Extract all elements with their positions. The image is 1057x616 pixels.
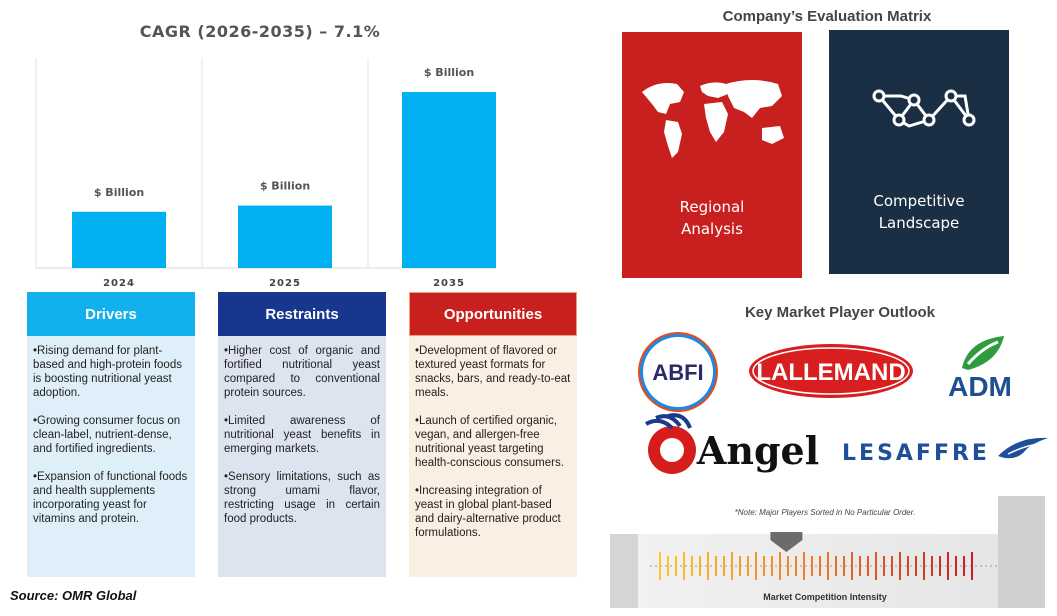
- opportunities-heading: Opportunities: [409, 292, 577, 336]
- regional-line-2: Analysis: [681, 220, 743, 238]
- intensity-tick: [827, 552, 829, 580]
- chart-x-ticks: [103, 278, 465, 289]
- intensity-tick: [723, 556, 725, 576]
- bar-data-label: $ Billion: [423, 66, 475, 79]
- intensity-tick: [907, 556, 909, 576]
- bar-data-label: $ Billion: [93, 185, 145, 199]
- intensity-tick: [707, 552, 709, 580]
- network-nodes-icon: [829, 78, 1009, 158]
- intensity-tick: [731, 552, 733, 580]
- intensity-tick: [747, 556, 749, 576]
- opportunities-item: •Development of flavored or textured yeast formats for snacks, bars, and ready-to-eat meals.: [415, 345, 571, 399]
- competitive-line-1: Competitive: [873, 192, 965, 210]
- intensity-tick: [779, 552, 781, 580]
- intensity-tick: [947, 552, 949, 580]
- intensity-tick: [755, 552, 757, 580]
- intensity-tick: [891, 556, 893, 576]
- angel-logo: [640, 412, 820, 484]
- intensity-tick: [659, 552, 661, 580]
- drivers-item: •Expansion of functional foods and health supplements incorporating yeast for vitamins and protein.: [33, 471, 188, 525]
- competitive-landscape-tile[interactable]: [829, 30, 1009, 274]
- intensity-tick: [683, 552, 685, 580]
- intensity-tick: [787, 556, 789, 576]
- intensity-tick: [819, 556, 821, 576]
- intensity-tick: [739, 556, 741, 576]
- intensity-tick: [699, 556, 701, 576]
- opportunities-item: •Launch of certified organic, vegan, and allergen-free nutritional yeast targeting health-conscious consumers.: [415, 415, 564, 469]
- intensity-tick: [859, 556, 861, 576]
- restraints-item: •Higher cost of organic and fortified nutritional yeast compared to conventional protein sources.: [224, 345, 380, 399]
- intensity-tick: [675, 556, 677, 576]
- bar-2024: [72, 212, 166, 268]
- intensity-tick: [931, 556, 933, 576]
- competitive-line-2: Landscape: [878, 214, 960, 232]
- intensity-tick: [691, 556, 693, 576]
- x-tick-label: 2024: [103, 278, 135, 289]
- source-note: Source: OMR Global: [10, 588, 137, 603]
- intensity-tick: [667, 556, 669, 576]
- players-title: Key Market Player Outlook: [744, 304, 936, 321]
- opportunities-list: [409, 336, 577, 577]
- restraints-item: •Sensory limitations, such as strong umami flavor, restricting usage in certain food products.: [224, 471, 380, 525]
- intensity-tick: [763, 556, 765, 576]
- intensity-tick: [835, 556, 837, 576]
- bar-2035: [402, 92, 496, 268]
- abfi-logo-text: ABFI: [652, 360, 704, 385]
- angel-logo-text: Angel: [696, 428, 820, 473]
- intensity-tick: [971, 552, 973, 580]
- restraints-panel: [218, 292, 386, 577]
- restraints-list: [218, 336, 386, 577]
- intensity-label: Market Competition Intensity: [763, 592, 887, 602]
- matrix-title: Company’s Evaluation Matrix: [722, 8, 932, 25]
- intensity-tick: [851, 552, 853, 580]
- abfi-logo: [636, 330, 720, 414]
- intensity-tick: [771, 556, 773, 576]
- regional-analysis-label: [622, 196, 802, 240]
- intensity-tick: [875, 552, 877, 580]
- world-map-icon: [622, 62, 802, 182]
- adm-logo-text: ADM: [948, 371, 1012, 402]
- intensity-tick: [955, 556, 957, 576]
- intensity-tick: [811, 556, 813, 576]
- intensity-tick: [883, 556, 885, 576]
- x-tick-label: 2025: [269, 278, 301, 289]
- adm-logo: [934, 332, 1030, 402]
- drivers-heading: Drivers: [27, 292, 195, 336]
- regional-line-1: Regional: [679, 198, 745, 216]
- drivers-item: •Growing consumer focus on clean-label, nutrient-dense, and fortified ingredients.: [33, 415, 181, 455]
- lesaffre-logo-text: LESAFFRE: [842, 441, 990, 466]
- intensity-tick: [867, 556, 869, 576]
- intensity-tick: [899, 552, 901, 580]
- bar-chart: [0, 0, 500, 290]
- intensity-tick: [915, 556, 917, 576]
- lallemand-logo: [748, 343, 914, 399]
- intensity-note: *Note: Major Players Sorted in No Particular Order.: [734, 508, 916, 517]
- chart-title: CAGR (2026-2035) – 7.1%: [139, 22, 381, 41]
- restraints-heading: Restraints: [218, 292, 386, 336]
- intensity-tick: [923, 552, 925, 580]
- bar-data-label: $ Billion: [259, 179, 311, 193]
- opportunities-item: •Increasing integration of yeast in global plant-based and dairy-alternative product formulations.: [415, 485, 561, 539]
- intensity-tick: [795, 556, 797, 576]
- lesaffre-logo: [838, 432, 1050, 468]
- x-tick-label: 2035: [433, 278, 465, 289]
- intensity-tick: [843, 556, 845, 576]
- restraints-item: •Limited awareness of nutritional yeast benefits in emerging markets.: [224, 415, 380, 455]
- intensity-tick: [803, 552, 805, 580]
- drivers-panel: [27, 292, 195, 577]
- intensity-tick: [939, 556, 941, 576]
- regional-analysis-tile[interactable]: [622, 32, 802, 278]
- intensity-tick: [963, 556, 965, 576]
- bar-2025: [238, 206, 332, 268]
- drivers-list: [27, 336, 195, 577]
- competitive-landscape-label: [829, 190, 1009, 234]
- lallemand-logo-text: LALLEMAND: [756, 359, 906, 386]
- intensity-tick: [715, 556, 717, 576]
- opportunities-panel: [409, 292, 577, 577]
- drivers-item: •Rising demand for plant-based and high-protein foods is boosting nutritional yeast adoption.: [33, 345, 182, 399]
